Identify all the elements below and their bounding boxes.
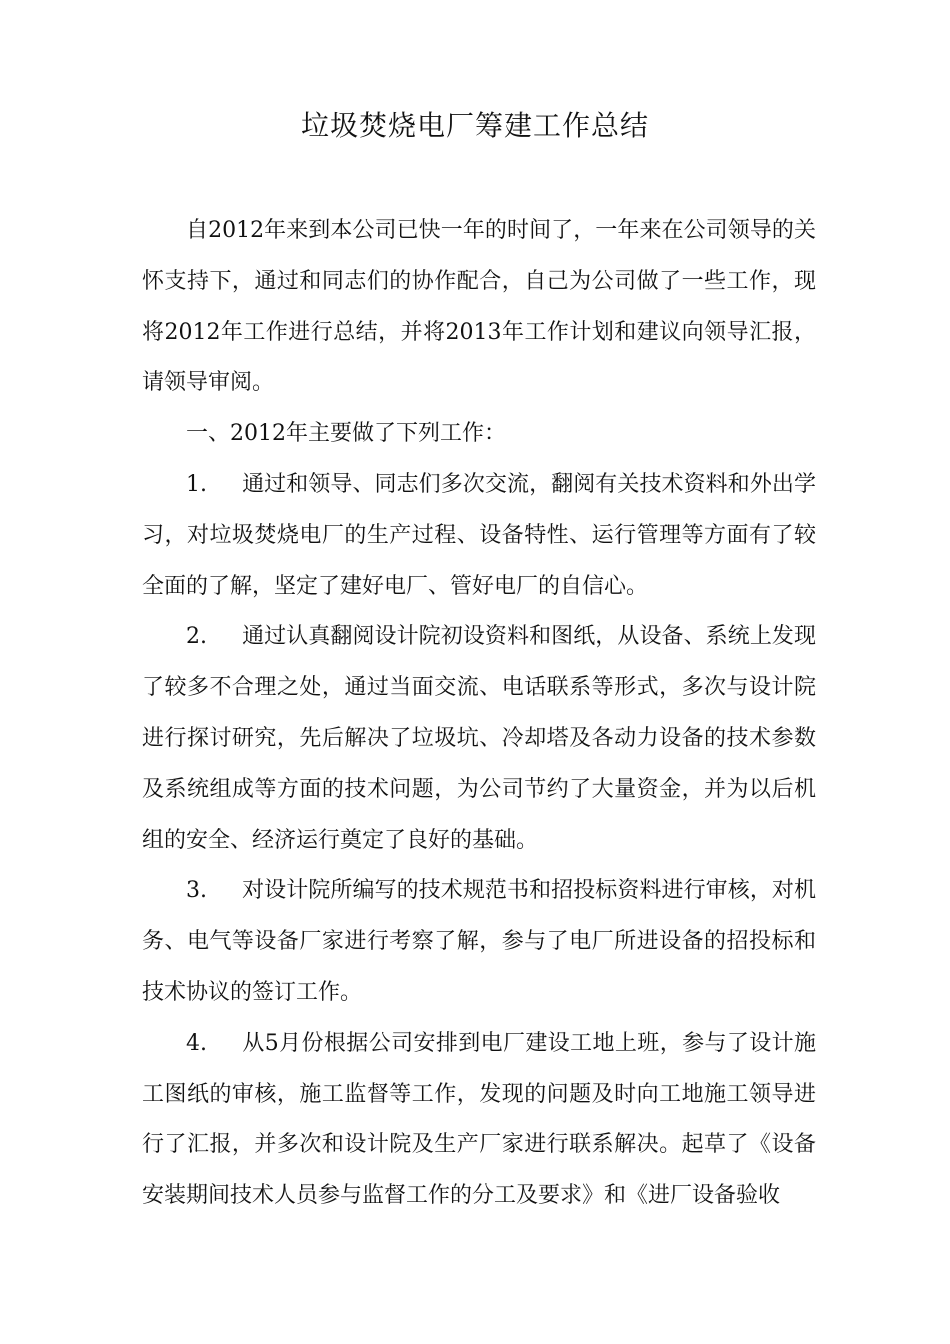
item-number: 2. bbox=[186, 624, 207, 650]
list-item-4 bbox=[142, 1019, 816, 1222]
item-number: 4. bbox=[186, 1030, 207, 1056]
list-item-1 bbox=[142, 460, 816, 612]
item-number: 1. bbox=[186, 471, 207, 497]
document-body bbox=[142, 206, 816, 1222]
item-number: 3. bbox=[186, 878, 207, 904]
list-item-2 bbox=[142, 612, 816, 866]
item-text: 从5月份根据公司安排到电厂建设工地上班，参与了设计施工图纸的审核，施工监督等工作，发现的问题及时向工地施工领导进行了汇报，并多次和设计院及生产厂家进行联系解决。起草了《设备安装期间技术人员参与监督工作的分工及要求》和《进厂设备验收 bbox=[142, 1030, 816, 1209]
item-text: 通过认真翻阅设计院初设资料和图纸，从设备、系统上发现了较多不合理之处，通过当面交流、电话联系等形式，多次与设计院进行探讨研究，先后解决了垃圾坑、冷却塔及各动力设备的技术参数及系统组成等方面的技术问题，为公司节约了大量资金，并为以后机组的安全、经济运行奠定了良好的基础。 bbox=[142, 624, 816, 853]
section-heading: 一、2012年主要做了下列工作： bbox=[186, 421, 506, 447]
item-text: 通过和领导、同志们多次交流，翻阅有关技术资料和外出学习，对垃圾焚烧电厂的生产过程、设备特性、运行管理等方面有了较全面的了解，坚定了建好电厂、管好电厂的自信心。 bbox=[142, 471, 816, 599]
intro-paragraph: 自2012年来到本公司已快一年的时间了，一年来在公司领导的关怀支持下，通过和同志们的协作配合，自己为公司做了一些工作，现将2012年工作进行总结，并将2013年工作计划和建议向领导汇报，请领导审阅。 bbox=[142, 218, 816, 396]
document-title: 垃圾焚烧电厂筹建工作总结 bbox=[300, 109, 649, 142]
list-item-3 bbox=[142, 866, 816, 1018]
item-text: 对设计院所编写的技术规范书和招投标资料进行审核，对机务、电气等设备厂家进行考察了解，参与了电厂所进设备的招投标和技术协议的签订工作。 bbox=[142, 878, 816, 1005]
